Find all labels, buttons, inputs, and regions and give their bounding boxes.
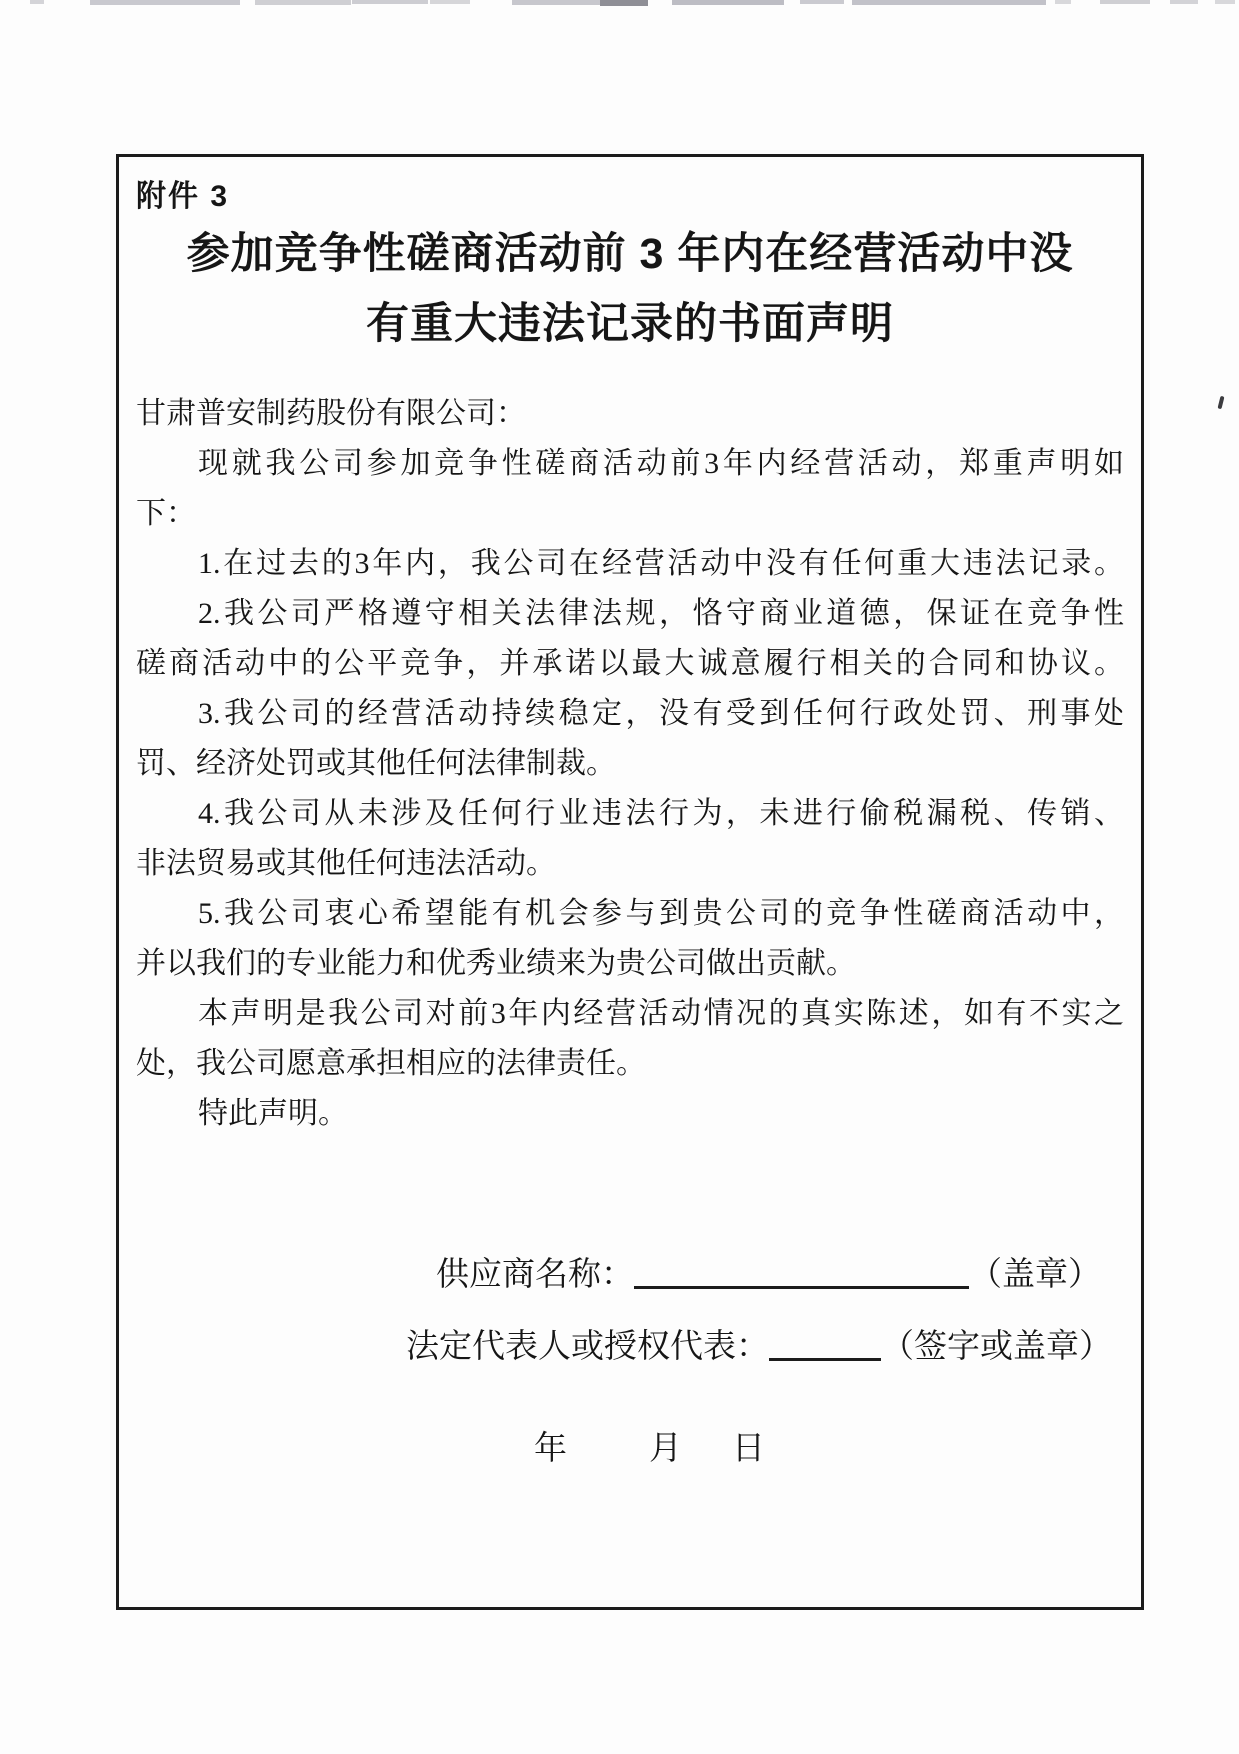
body-line: 下： [136, 497, 196, 530]
representative-blank-line [769, 1328, 881, 1361]
supplier-name-label: 供应商名称： [436, 1257, 634, 1293]
supplier-seal-label: （盖章） [969, 1257, 1101, 1293]
document-body [136, 389, 1124, 1139]
body-line-salutation: 甘肃普安制药股份有限公司： [136, 397, 526, 430]
body-line-item-3: 3.我公司的经营活动持续稳定，没有受到任何行政处罚、刑事处 [198, 697, 1124, 730]
scan-artifact-strip [0, 0, 1239, 10]
scan-speck-mark [1217, 396, 1224, 410]
body-line: 非法贸易或其他任何违法活动。 [136, 847, 556, 880]
supplier-signature-line [136, 1239, 1124, 1311]
body-line-item-2: 2.我公司严格遵守相关法律法规，恪守商业道德，保证在竞争性 [198, 597, 1124, 630]
attachment-label: 附件 3 [136, 180, 230, 213]
representative-seal-label: （签字或盖章） [881, 1329, 1112, 1365]
body-line-closing: 特此声明。 [198, 1097, 348, 1130]
document-title-line1: 参加竞争性磋商活动前 3 年内在经营活动中没 [186, 230, 1074, 278]
signature-block [136, 1239, 1124, 1485]
body-line: 现就我公司参加竞争性磋商活动前3年内经营活动，郑重声明如 [198, 447, 1124, 480]
year-label: 年 [534, 1431, 567, 1467]
document-border-box [116, 154, 1144, 1610]
body-line: 本声明是我公司对前3年内经营活动情况的真实陈述，如有不实之 [198, 997, 1124, 1030]
supplier-blank-line [634, 1256, 969, 1289]
body-line-item-4: 4.我公司从未涉及任何行业违法行为，未进行偷税漏税、传销、 [198, 797, 1124, 830]
representative-signature-line [136, 1311, 1124, 1383]
body-line: 磋商活动中的公平竞争，并承诺以最大诚意履行相关的合同和协议。 [136, 647, 1124, 680]
body-line-item-5: 5.我公司衷心希望能有机会参与到贵公司的竞争性磋商活动中， [198, 897, 1124, 930]
body-line-item-1: 1.在过去的3年内，我公司在经营活动中没有任何重大违法记录。 [198, 547, 1124, 580]
month-label: 月 [649, 1431, 682, 1467]
body-line: 罚、经济处罚或其他任何法律制裁。 [136, 747, 616, 780]
representative-label: 法定代表人或授权代表： [406, 1329, 769, 1365]
body-line: 处，我公司愿意承担相应的法律责任。 [136, 1047, 646, 1080]
document-title-line2: 有重大违法记录的书面声明 [366, 300, 894, 348]
document-title [136, 219, 1124, 359]
day-label: 日 [732, 1431, 765, 1467]
date-line [136, 1413, 1124, 1485]
body-line: 并以我们的专业能力和优秀业绩来为贵公司做出贡献。 [136, 947, 856, 980]
